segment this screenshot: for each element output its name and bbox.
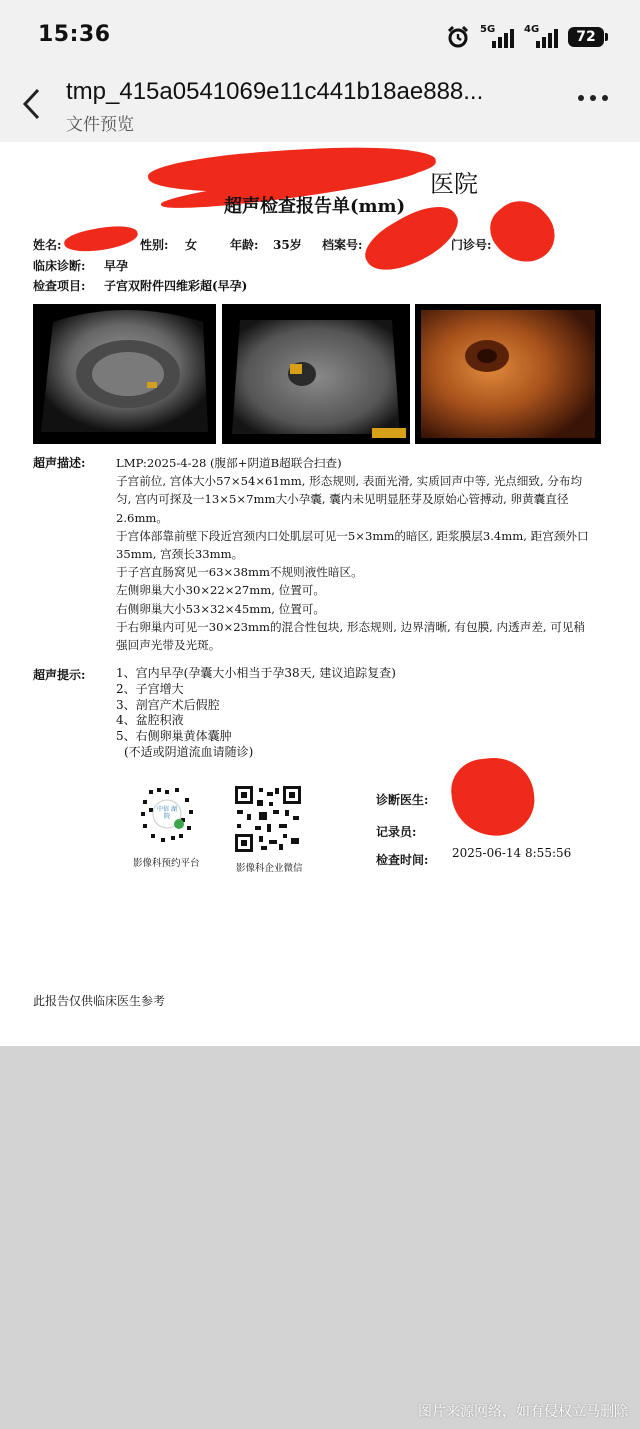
conclusion-item: 3、剖宫产术后假腔: [116, 697, 220, 712]
battery-icon: 72: [568, 27, 604, 47]
alarm-icon: [446, 25, 470, 49]
ultrasound-image-2: [222, 304, 410, 444]
qr-caption-wechat: 影像科企业微信: [236, 863, 303, 874]
conclusion-list: [116, 666, 396, 761]
age-value: 35岁: [273, 238, 302, 252]
description-label: 超声描述:: [33, 456, 86, 470]
exam-item-value: 子宫双附件四维彩超(早孕): [104, 279, 248, 293]
description-paragraph: 于子宫直肠窝见一63×38mm不规则液性暗区。: [116, 565, 363, 580]
description-paragraph: LMP:2025-4-28 (腹部+阴道B超联合扫查): [116, 456, 342, 470]
file-subtitle: 文件预览: [66, 115, 134, 135]
file-number-label: 档案号:: [322, 238, 363, 252]
signal-4g-icon: 4G: [524, 24, 558, 50]
description-paragraph: 子宫前位, 宫体大小57×54×61mm, 形态规则, 表面光滑, 实质回声中等, 光点细致, 分布均匀, 宫内可探及一13×5×7mm大小孕囊, 囊内未见明显胚芽及原始心管搏动, 卵黄囊直径2.6mm。: [116, 474, 583, 525]
doctor-label: 诊断医生:: [376, 793, 429, 807]
sex-label: 性别:: [140, 238, 169, 252]
source-watermark: 图片来源网络，如有侵权立马删除: [418, 1404, 628, 1420]
description-paragraph: 于右卵巢内可见一30×23mm的混合性包块, 形态规则, 边界清晰, 有包膜, 内透声差, 可见稍强回声光带及光斑。: [116, 619, 586, 653]
description-paragraph: 左侧卵巢大小30×22×27mm, 位置可。: [116, 583, 325, 598]
status-bar: [0, 0, 640, 72]
qr-center-logo: 中信 湖院: [157, 806, 177, 820]
ultrasound-image-1: [33, 304, 216, 444]
conclusion-item: (不适或阴道流血请随诊): [124, 744, 254, 759]
conclusion-item: 1、宫内早孕(孕囊大小相当于孕38天, 建议追踪复查): [116, 666, 396, 680]
signal-5g-icon: 5G: [480, 24, 514, 50]
qr-code-appointment: [135, 782, 199, 846]
exam-time-label: 检查时间:: [376, 853, 429, 867]
status-time: 15:36: [38, 22, 111, 47]
report-title: 超声检查报告单(mm): [224, 196, 406, 217]
clinical-diagnosis-label: 临床诊断:: [33, 259, 86, 273]
status-icons: [446, 22, 604, 52]
file-title: tmp_415a0541069e11c441b18ae888...: [66, 78, 484, 105]
title-bar: [0, 72, 640, 142]
description-paragraph: 于宫体部靠前壁下段近宫颈内口处肌层可见一5×3mm的暗区, 距浆膜层3.4mm, 距宫颈外口35mm, 宫颈长33mm。: [116, 528, 589, 562]
sex-value: 女: [185, 238, 198, 252]
exam-time-value: 2025-06-14 8:55:56: [452, 846, 572, 860]
back-arrow-icon[interactable]: [16, 84, 48, 124]
outpatient-number-label: 门诊号:: [451, 238, 492, 252]
conclusion-item: 2、子宫增大: [116, 681, 184, 696]
age-label: 年龄:: [230, 238, 259, 252]
qr-code-wechat: [233, 784, 303, 854]
description-paragraph: 右侧卵巢大小53×32×45mm, 位置可。: [116, 601, 325, 616]
qr-caption-appointment: 影像科预约平台: [133, 858, 200, 869]
conclusion-item: 5、右侧卵巢黄体囊肿: [116, 729, 232, 744]
description-text: [116, 454, 596, 654]
conclusion-item: 4、盆腔积液: [116, 713, 184, 728]
more-icon[interactable]: [578, 88, 612, 108]
conclusion-label: 超声提示:: [33, 668, 86, 682]
hospital-name: 医院: [430, 170, 478, 198]
clinical-diagnosis-value: 早孕: [104, 259, 129, 273]
recorder-label: 记录员:: [376, 825, 417, 839]
name-label: 姓名:: [33, 238, 62, 252]
report-footnote: 此报告仅供临床医生参考: [33, 994, 166, 1008]
exam-item-label: 检查项目:: [33, 279, 86, 293]
ultrasound-image-3d: [415, 304, 601, 444]
